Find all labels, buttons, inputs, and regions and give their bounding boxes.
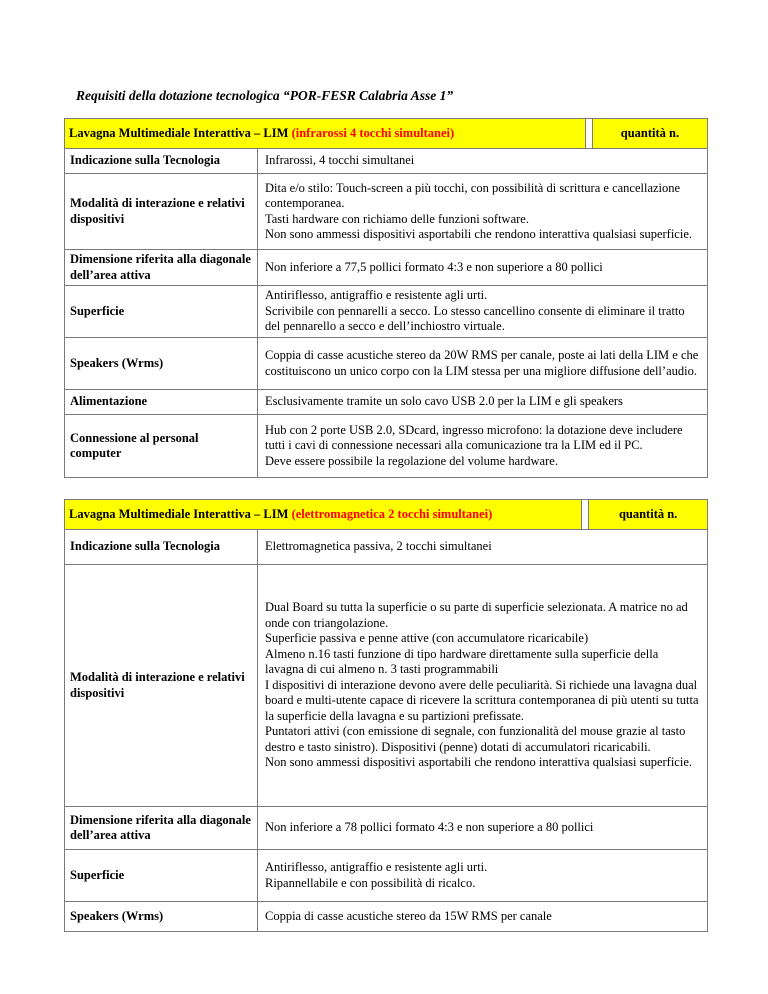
value-line: Elettromagnetica passiva, 2 tocchi simultanei: [265, 539, 492, 554]
value-line: Superficie passiva e penne attive (con accumulatore ricaricabile): [265, 631, 589, 646]
value-line: Non inferiore a 77,5 pollici formato 4:3 e non superiore a 80 pollici: [265, 259, 603, 274]
value-line: Dual Board su tutta la superficie o su parte di superficie selezionata. A matrice no ad onde con triangolazione.: [265, 600, 688, 630]
table-row: [65, 149, 708, 174]
row-label: Speakers (Wrms): [65, 902, 258, 932]
value-line: Puntatori attivi (con emissione di segnale, con funzionalità del mouse grazie al tasto destro e tasto sinistro). Dispositivi (penne) dotati di accumulatori ricaricabili.: [265, 724, 686, 754]
value-line: Non inferiore a 78 pollici formato 4:3 e non superiore a 80 pollici: [265, 820, 594, 835]
value-line: Hub con 2 porte USB 2.0, SDcard, ingresso microfono: la dotazione deve includere tutti i cavi di connessione necessari alla comunicazione tra la LIM ed il PC.: [265, 422, 683, 453]
document-title: Requisiti della dotazione tecnologica “POR-FESR Calabria Asse 1”: [76, 88, 454, 103]
row-value: [258, 286, 708, 338]
row-value: [258, 850, 708, 902]
quantity-label: quantità n.: [592, 119, 707, 149]
row-label: Indicazione sulla Tecnologia: [65, 530, 258, 565]
value-line: Coppia di casse acustiche stereo da 15W RMS per canale: [265, 908, 552, 923]
table-row: [65, 530, 708, 565]
row-value: [258, 390, 708, 415]
spec-table-infrarossi: [64, 118, 708, 478]
value-line: Scrivibile con pennarelli a secco. Lo stesso cancellino consente di eliminare il tratto del pennarello a secco e dell’inchiostro virtuale.: [265, 303, 685, 334]
product-name: Lavagna Multimediale Interattiva – LIM: [69, 506, 292, 521]
value-line: Coppia di casse acustiche stereo da 20W RMS per canale, poste ai lati della LIM e che costituiscono un unico corpo con la LIM stessa per una migliore diffusione dell’audio.: [265, 348, 699, 378]
header-spacer: [582, 500, 589, 530]
value-line: I dispositivi di interazione devono avere delle peculiarità. Si richiede una lavagna dual board e multi-utente capace di ricevere la scrittura contemporanea di più utenti su tutta la superficie della lavagna e su partizioni prefissate.: [265, 677, 699, 723]
spec-table-elettromagnetica: [64, 499, 708, 932]
row-label: Connessione al personal computer: [65, 415, 258, 478]
row-value: [258, 338, 708, 390]
row-label: Modalità di interazione e relativi dispositivi: [65, 174, 258, 250]
row-value: [258, 415, 708, 478]
value-line: Ripannellabile e con possibilità di ricalco.: [265, 875, 476, 890]
row-label: Dimensione riferita alla diagonale dell’area attiva: [65, 807, 258, 850]
row-value: [258, 149, 708, 174]
quantity-label: quantità n.: [589, 500, 708, 530]
table-row: [65, 174, 708, 250]
row-value: [258, 174, 708, 250]
product-name: Lavagna Multimediale Interattiva – LIM: [69, 125, 292, 140]
table-row: [65, 415, 708, 478]
row-value: [258, 565, 708, 807]
table-row: [65, 286, 708, 338]
table-row: [65, 807, 708, 850]
table-row: [65, 850, 708, 902]
value-line: Infrarossi, 4 tocchi simultanei: [265, 153, 415, 168]
table-header-row: [65, 500, 708, 530]
row-label: Indicazione sulla Tecnologia: [65, 149, 258, 174]
row-label: Modalità di interazione e relativi dispositivi: [65, 565, 258, 807]
product-name-cell: [65, 119, 586, 149]
row-value: [258, 902, 708, 932]
row-value: [258, 250, 708, 286]
row-value: [258, 807, 708, 850]
value-line: Esclusivamente tramite un solo cavo USB 2.0 per la LIM e gli speakers: [265, 394, 623, 409]
value-line: Almeno n.16 tasti funzione di tipo hardware direttamente sulla superficie della lavagna di cui almeno n. 3 tasti programmabili: [265, 646, 659, 677]
product-variant: (infrarossi 4 tocchi simultanei): [291, 125, 455, 140]
product-variant: (elettromagnetica 2 tocchi simultanei): [291, 506, 493, 521]
value-line: Deve essere possibile la regolazione del volume hardware.: [265, 453, 558, 468]
row-value: [258, 530, 708, 565]
value-line: Antiriflesso, antigraffio e resistente agli urti.: [265, 288, 488, 303]
value-line: Non sono ammessi dispositivi asportabili che rendono interattiva qualsiasi superficie.: [265, 227, 692, 241]
table-row: [65, 565, 708, 807]
value-line: Dita e/o stilo: Touch-screen a più tocchi, con possibilità di scrittura e cancellazione contemporanea.: [265, 180, 681, 210]
row-label: Alimentazione: [65, 390, 258, 415]
value-line: Tasti hardware con richiamo delle funzioni software.: [265, 211, 529, 226]
row-label: Superficie: [65, 850, 258, 902]
value-line: Antiriflesso, antigraffio e resistente agli urti.: [265, 860, 488, 874]
product-name-cell: [65, 500, 582, 530]
table-row: [65, 250, 708, 286]
table-row: [65, 390, 708, 415]
row-label: Speakers (Wrms): [65, 338, 258, 390]
row-label: Superficie: [65, 286, 258, 338]
value-line: Non sono ammessi dispositivi asportabili che rendono interattiva qualsiasi superficie.: [265, 755, 692, 770]
table-row: [65, 902, 708, 932]
header-spacer: [585, 119, 592, 149]
row-label: Dimensione riferita alla diagonale dell’area attiva: [65, 250, 258, 286]
table-row: [65, 338, 708, 390]
table-header-row: [65, 119, 708, 149]
